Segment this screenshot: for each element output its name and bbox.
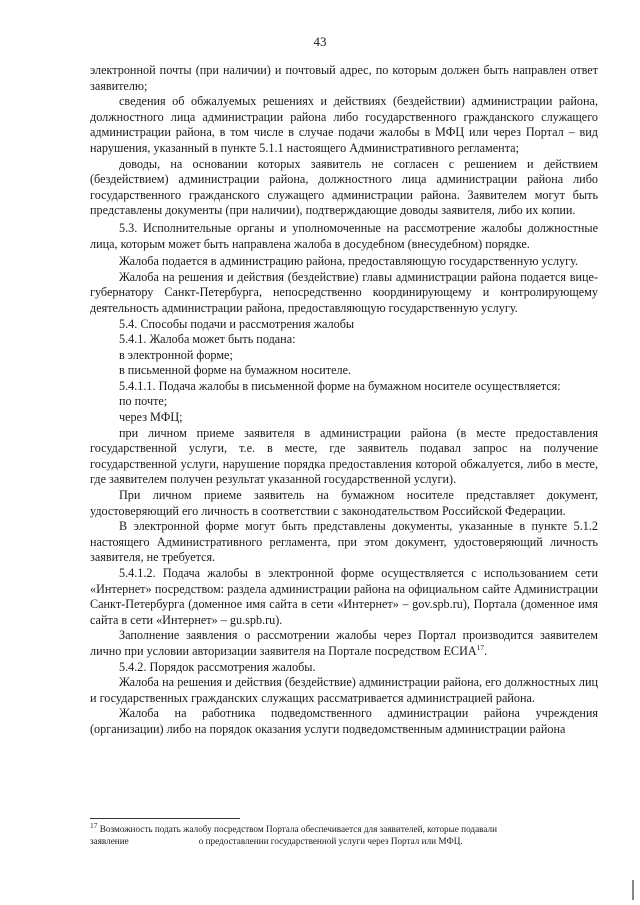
section-heading-5-4: 5.4. Способы подачи и рассмотрения жалобы: [119, 316, 355, 331]
footnote: [90, 820, 598, 847]
paragraph: 5.4.2. Порядок рассмотрения жалобы.: [119, 659, 316, 674]
document-body: [90, 63, 598, 738]
paragraph-text: Заполнение заявления о рассмотрении жалобы через Портал производится заявителем лично при условии авторизации заявителя на Портале посредством ЕСИА: [90, 628, 598, 658]
paragraph-end: .: [484, 643, 488, 658]
footnote-line: [90, 835, 598, 847]
paragraph: Жалоба на работника подведомственного администрации района учреждения (организации) либо на порядок оказания услуги подведомственным администрации района: [90, 706, 598, 736]
scan-edge-mark: [632, 880, 634, 900]
list-item: по почте;: [119, 394, 168, 409]
footnote-divider: [90, 818, 240, 819]
footnote-marker: 17: [90, 820, 98, 830]
paragraph: В электронной форме могут быть представлены документы, указанные в пункте 5.1.2 настоящего Административного регламента, при этом документ, удостоверяющий личность заявителя, не требуется.: [90, 519, 598, 565]
paragraph: сведения об обжалуемых решениях и действиях (бездействии) администрации района, должностного лица администрации района либо государственного гражданского служащего администрации района, в том числе в случае подачи жалобы в МФЦ или через Портал – вид нарушения, указанный в пункте 5.1.1 настоящего Административного регламента;: [90, 94, 598, 155]
list-item: в письменной форме на бумажном носителе.: [119, 363, 352, 378]
paragraph: электронной почты (при наличии) и почтовый адрес, по которым должен быть направлен ответ заявителю;: [90, 63, 598, 93]
paragraph: 5.4.1.2. Подача жалобы в электронной форме осуществляется с использованием сети «Интернет» посредством: раздела администрации района на официальном сайте Администрации Санкт-Петербурга (доменное имя сайта в сети «Интернет» – gov.spb.ru), Портала (доменное имя сайта в сети «Интернет» – gu.spb.ru).: [90, 566, 598, 627]
paragraph: При личном приеме заявитель на бумажном носителе представляет документ, удостоверяющий его личность в соответствии с законодательством Российской Федерации.: [90, 488, 598, 518]
list-item: в электронной форме;: [119, 347, 233, 362]
footnote-reference: 17: [476, 642, 485, 652]
footnote-text: Возможность подать жалобу посредством Портала обеспечивается для заявителей, которые подавали: [99, 824, 498, 834]
paragraph: при личном приеме заявителя в администрации района (в месте предоставления государственной услуги, т.е. в месте, где заявитель подавал запрос на получение государственной услуги, нарушение порядка предоставления которой обжалуется, либо в месте, где заявителем получен результат указанной государственной услуги).: [90, 425, 598, 487]
footnote-text: о предоставлении государственной услуги через Портал или МФЦ.: [198, 836, 463, 846]
list-item: через МФЦ;: [119, 410, 183, 425]
paragraph: Жалоба на решения и действия (бездействие) администрации района, его должностных лиц и государственных гражданских служащих рассматривается администрацией района.: [90, 675, 598, 705]
paragraph: Жалоба подается в администрацию района, предоставляющую государственную услугу.: [119, 254, 579, 269]
paragraph-with-footnote: [90, 628, 598, 659]
footnote-text: заявление: [90, 836, 129, 846]
paragraph: 5.4.1.1. Подача жалобы в письменной форме на бумажном носителе осуществляется:: [119, 378, 561, 393]
paragraph: Жалоба на решения и действия (бездействие) главы администрации района подается вице-губернатору Санкт-Петербурга, непосредственно координирующему и контролирующему деятельность администрации района, предоставляющую государственную услугу.: [90, 269, 598, 315]
section-heading-5-3: 5.3. Исполнительные органы и уполномоченные на рассмотрение жалобы должностные лица, которым может быть направлена жалоба в досудебном (внесудебном) порядке.: [90, 220, 598, 251]
paragraph: доводы, на основании которых заявитель не согласен с решением и действием (бездействием) администрации района, должностного лица администрации района либо государственного гражданского служащего администрации района. Заявителем могут быть представлены документы (при наличии), подтверждающие доводы заявителя, либо их копии.: [90, 156, 598, 218]
footnote-line: [90, 820, 598, 835]
page-number: 43: [313, 34, 327, 49]
paragraph: 5.4.1. Жалоба может быть подана:: [119, 332, 296, 347]
